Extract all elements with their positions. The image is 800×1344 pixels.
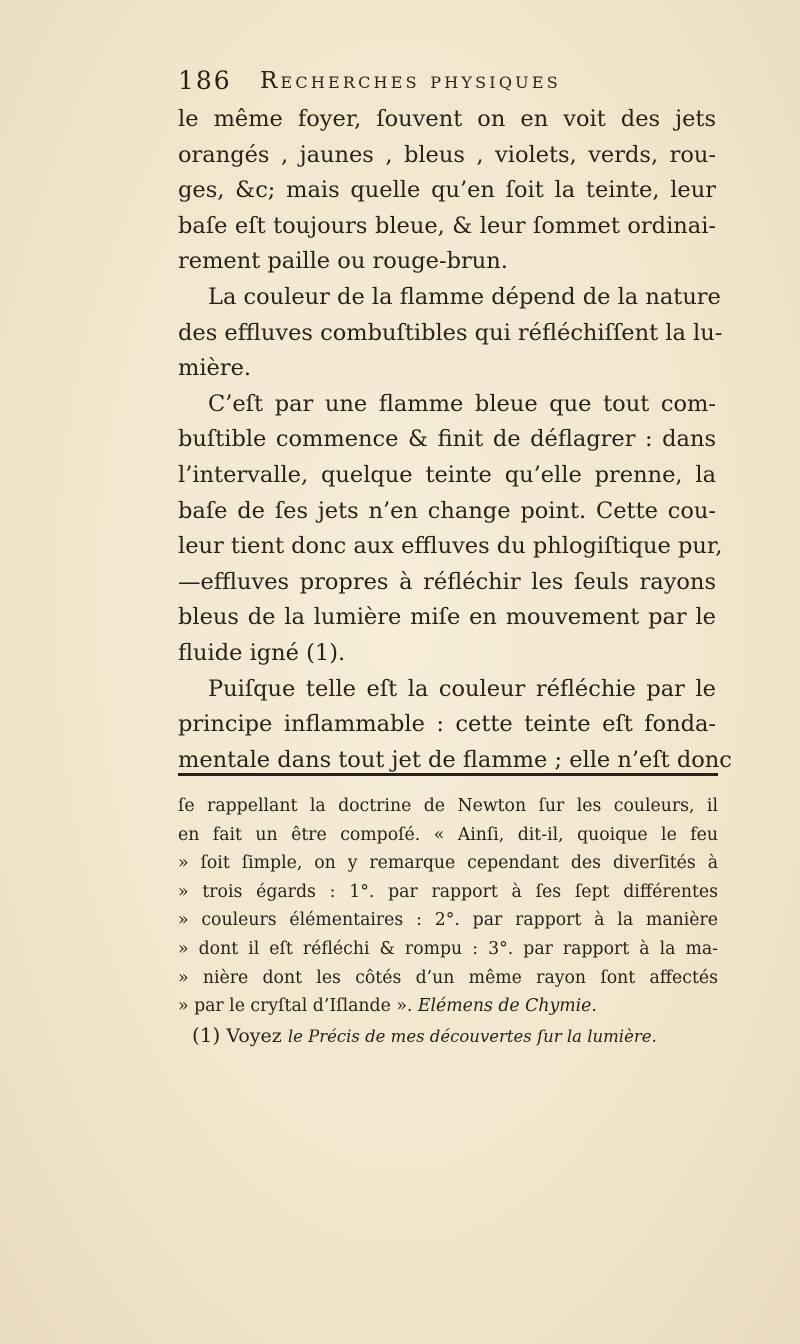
text-line: baſe de ſes jets n’en change point. Cette cou-: [178, 497, 716, 524]
text-line: La couleur de la flamme dépend de la nature: [208, 283, 721, 310]
text-line: Puiſque telle eſt la couleur réfléchie par le: [208, 675, 716, 702]
footnote-title: le Précis de mes découvertes ſur la lumière.: [287, 1026, 657, 1046]
text-line: ges, &c; mais quelle qu’en ſoit la teinte, leur: [178, 177, 716, 204]
footnote-line: » ſoit ſimple, on y remarque cependant des diverſités à: [178, 853, 718, 874]
page-number: 186: [178, 66, 232, 95]
text-line: des effluves combuſtibles qui réfléchiſſent la lu-: [178, 319, 723, 346]
page-header: [178, 66, 648, 102]
footnote-line-text: » par le cryſtal d’Iſlande ».: [178, 996, 418, 1017]
footnote-line: » dont il eſt réfléchi & rompu : 3°. par rapport à la ma-: [178, 938, 718, 959]
footnote-rule: [178, 773, 718, 776]
footnote-line: » couleurs élémentaires : 2°. par rapport à la manière: [178, 910, 718, 931]
main-text: [178, 102, 732, 778]
footnote-line: » nière dont les côtés d’un même rayon ſont affectés: [178, 967, 718, 988]
text-line: C’eſt par une flamme bleue que tout com-: [208, 390, 716, 417]
text-line: le même foyer, ſouvent on en voit des jets: [178, 106, 716, 132]
text-line: l’intervalle, quelque teinte qu’elle prenne, la: [178, 461, 716, 488]
text-line: rement paille ou rouge-brun.: [178, 248, 508, 275]
footnote-source: Elémens de Chymie.: [417, 996, 597, 1017]
footnote-1: [178, 1021, 718, 1050]
text-line: fluide igné (1).: [178, 639, 346, 666]
footnote-line: en fait un être compoſé. « Ainſi, dit-il, quoique le feu: [178, 824, 718, 845]
footnote-marker: (1): [192, 1022, 221, 1047]
text-line: mentale dans tout jet de flamme ; elle n’eſt donc: [178, 746, 732, 773]
text-line: principe inflammable : cette teinte eſt fonda-: [178, 711, 716, 738]
footnote-line: » trois égards : 1°. par rapport à ſes ſept différentes: [178, 881, 718, 902]
text-line: —effluves propres à réfléchir les ſeuls rayons: [178, 568, 716, 595]
text-line: buſtible commence & finit de déflagrer : dans: [178, 426, 716, 453]
text-line: orangés , jaunes , bleus , violets, verds, rou-: [178, 141, 716, 168]
text-line: baſe eſt toujours bleue, & leur ſommet ordinai-: [178, 212, 716, 239]
footnotes: [178, 792, 723, 1049]
footnote-line: ſe rappellant la doctrine de Newton ſur les couleurs, il: [178, 796, 718, 816]
text-line: bleus de la lumière miſe en mouvement par le: [178, 604, 716, 631]
running-head: Recherches physiques: [260, 68, 561, 94]
text-line: mière.: [178, 355, 252, 382]
text-line: leur tient donc aux effluves du phlogiſtique pur,: [178, 533, 723, 560]
footnote-line: [178, 992, 718, 1021]
footnote-lead: Voyez: [226, 1024, 282, 1047]
